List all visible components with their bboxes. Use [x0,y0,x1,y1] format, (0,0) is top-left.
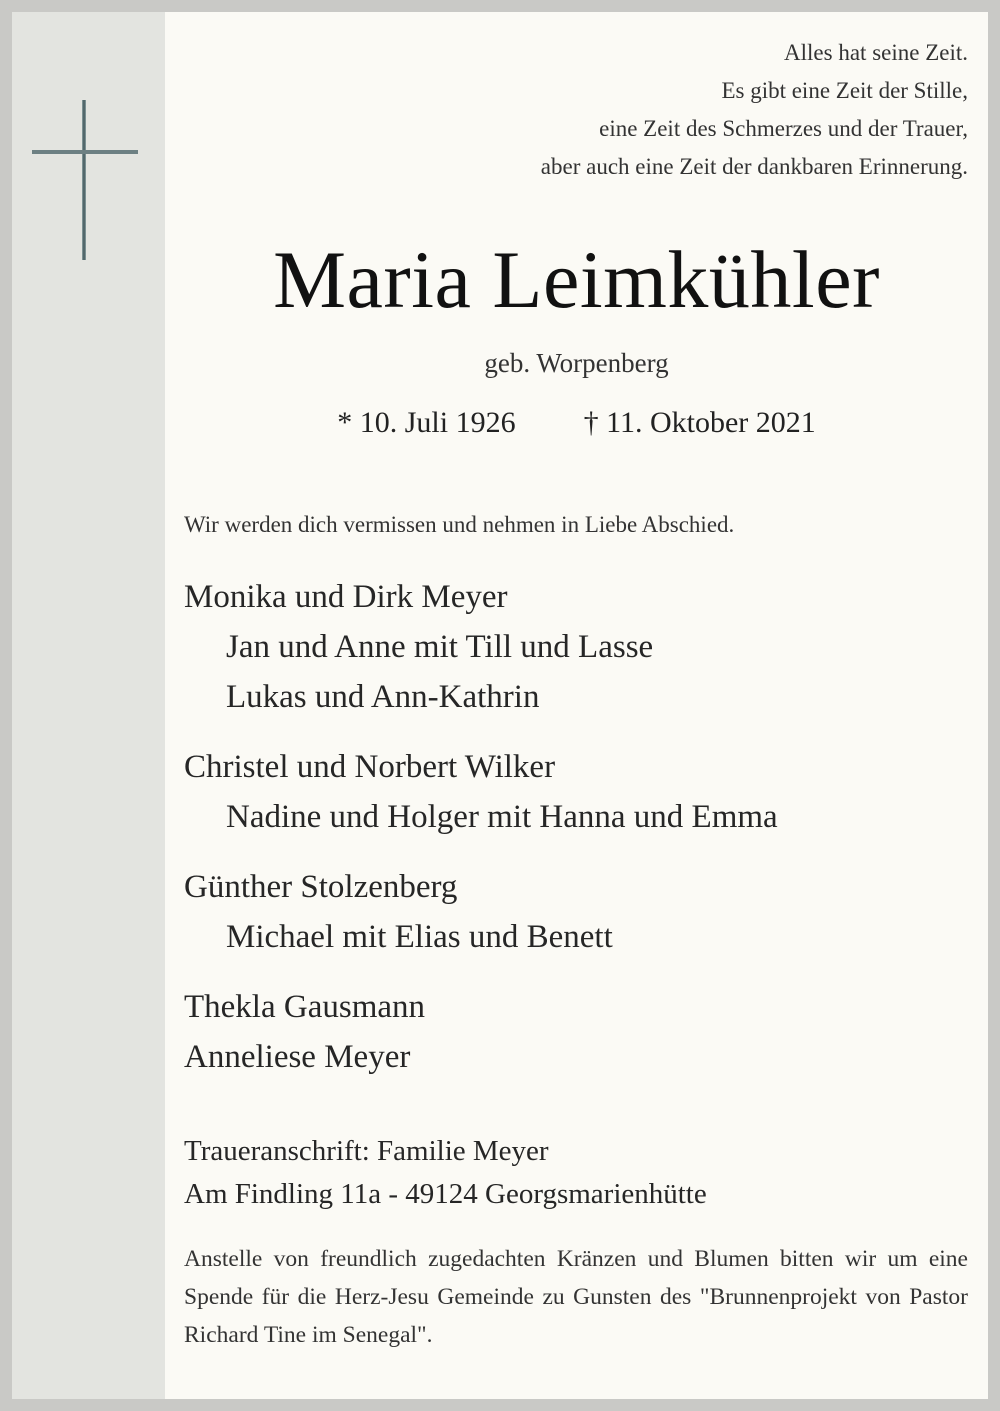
mourner-group [184,572,778,722]
birth-date: * 10. Juli 1926 [337,406,516,439]
mourner-sub: Lukas und Ann-Kathrin [226,679,540,715]
mourner-main: Thekla Gausmann [184,989,426,1025]
mourner-group [184,742,778,842]
mourner-group [184,862,778,962]
mourners-list [184,572,778,1102]
mourner-group [184,982,778,1082]
address-line: Am Findling 11a - 49124 Georgsmarienhütte [184,1178,707,1210]
mourner-main: Monika und Dirk Meyer [184,579,508,615]
mourner-sub: Nadine und Holger mit Hanna und Emma [226,799,778,835]
mourner-main: Anneliese Meyer [184,1039,411,1075]
quote-line: aber auch eine Zeit der dankbaren Erinnerung. [540,154,968,179]
deceased-name: Maria Leimkühler [273,234,880,325]
mourner-main: Christel und Norbert Wilker [184,749,556,785]
death-date: † 11. Oktober 2021 [583,406,816,439]
cross-icon [30,98,140,268]
obituary-card [12,12,988,1399]
quote-line: Alles hat seine Zeit. [784,40,968,65]
mourner-main: Günther Stolzenberg [184,869,458,905]
donation-note: Anstelle von freundlich zugedachten Kränzen und Blumen bitten wir um eine Spende für die Herz-Jesu Gemeinde zu Gunsten des "Brunnenprojekt von Pastor Richard Tine im Senegal". [184,1246,968,1348]
life-dates [165,406,988,440]
quote-line: Es gibt eine Zeit der Stille, [721,78,968,103]
address-line: Traueranschrift: Familie Meyer [184,1135,549,1167]
maiden-name: geb. Worpenberg [484,348,669,378]
farewell-text: Wir werden dich vermissen und nehmen in Liebe Abschied. [184,512,735,537]
sidebar-strip [12,12,165,1399]
quote-line: eine Zeit des Schmerzes und der Trauer, [599,116,968,141]
mourner-sub: Jan und Anne mit Till und Lasse [226,629,654,665]
memorial-quote [328,34,968,186]
mourning-address [184,1130,707,1216]
mourner-sub: Michael mit Elias und Benett [226,919,613,955]
